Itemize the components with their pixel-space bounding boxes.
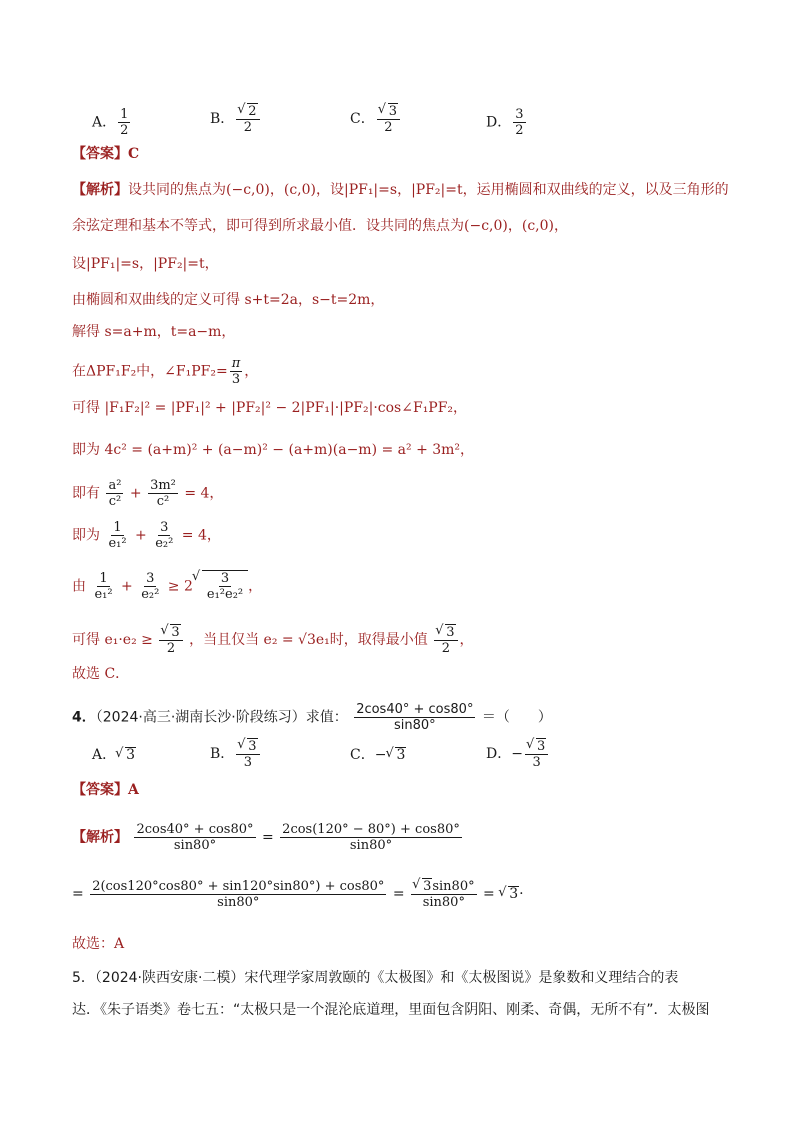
option-c: C． √ $\frac{3}{2}$ <box>350 103 402 135</box>
analysis-line-7: 可得 |F₁F₂|² = |PF₁|² + |PF₂|² − 2|PF₁|·|PF₂|·cos∠F₁PF₂， <box>72 400 468 416</box>
analysis-line-9: 即有 $\frac{\text{a²}}{\text{c²}}$ + $\frac{\text{3m²}}{\text{c²}}$ = 4， <box>72 478 224 509</box>
q5-line-2: 达．《朱子语类》卷七五：“太极只是一个混沦底道理，里面包含阴阳、刚柔、奇偶，无所不有”．太极图 <box>72 1002 710 1018</box>
analysis-line-5: 解得 s=a+m，t=a−m， <box>72 324 236 340</box>
q4-option-b: B． √ $\frac{3}{3}$ <box>210 738 262 770</box>
q4-analysis-2: = $\frac{2(\cos 120^\circ\cos 80^\circ + \sin 120^\circ\sin 80^\circ) + \cos 80^\circ}{\sin 80^\circ}$ = √ $\frac{3\sin 80^\circ}{\sin 80^\circ}$ = √ 3· <box>72 878 524 910</box>
q5-line-1: 5．（2024·陕西安康·二模）宋代理学家周敦颐的《太极图》和《太极图说》是象数和义理结合的表 <box>72 970 679 986</box>
q4-option-a: A．√ 3 <box>92 744 136 764</box>
option-d: D． $\frac{3}{2}$ <box>486 107 524 138</box>
option-a: A． $\frac{1}{2}$ <box>92 107 129 138</box>
q4-option-d: D．− √ $\frac{3}{3}$ <box>486 738 550 770</box>
analysis-line-12: 可得 e₁·e₂ ≥ √ $\frac{3}{2}$ ，当且仅当 e₂ = √3e₁时，取得最小值 √ $\frac{3}{2}$ ， <box>72 624 474 656</box>
analysis-line-6: 在ΔPF₁F₂中，∠F₁PF₂= $\frac{\pi}{3}$ ， <box>72 356 259 387</box>
q4-stem: 4．（2024·高三·湖南长沙·阶段练习）求值： $\frac{2\cos 40^\circ + \cos 80^\circ}{\sin 80^\circ}$ ＝（ ） <box>72 702 552 733</box>
analysis-line-1: 【解析】设共同的焦点为(−c,0)，(c,0)，设|PF₁|=s，|PF₂|=t，运用椭圆和双曲线的定义，以及三角形的 <box>72 182 729 198</box>
analysis-end: 故选 C． <box>72 666 130 682</box>
analysis-line-8: 即为 4c² = (a+m)² + (a−m)² − (a+m)(a−m) = a² + 3m²， <box>72 442 475 458</box>
analysis-line-10: 即为 $\frac{1}{\text{e₁²}}$ + $\frac{3}{\text{e₂²}}$ = 4， <box>72 520 221 551</box>
q4-option-c: C．−√ 3 <box>350 744 406 764</box>
q4-analysis-1: 【解析】 $\frac{2\cos 40^\circ + \cos 80^\circ}{\sin 80^\circ}$ = $\frac{2\cos(120^\circ - 80^\circ) + \cos 80^\circ}{\sin 80^\circ}$ <box>72 822 460 853</box>
option-b: B． √ $\frac{2}{2}$ <box>210 103 262 135</box>
analysis-line-3: 设|PF₁|=s，|PF₂|=t， <box>72 256 219 272</box>
analysis-line-2: 余弦定理和基本不等式，即可得到所求最小值．设共同的焦点为(−c,0)，(c,0)， <box>72 218 568 234</box>
q4-answer-line: 【答案】A <box>72 782 139 798</box>
answer-line: 【答案】C <box>72 146 140 162</box>
analysis-line-4: 由椭圆和双曲线的定义可得 s+t=2a，s−t=2m， <box>72 292 385 308</box>
q4-end: 故选：A <box>72 936 125 952</box>
analysis-line-11: 由 $\frac{1}{\text{e₁²}}$ + $\frac{3}{\text{e₂²}}$ ≥ 2 √ $\frac{3}{\text{e₁²e₂²}}$ ， <box>72 570 262 602</box>
